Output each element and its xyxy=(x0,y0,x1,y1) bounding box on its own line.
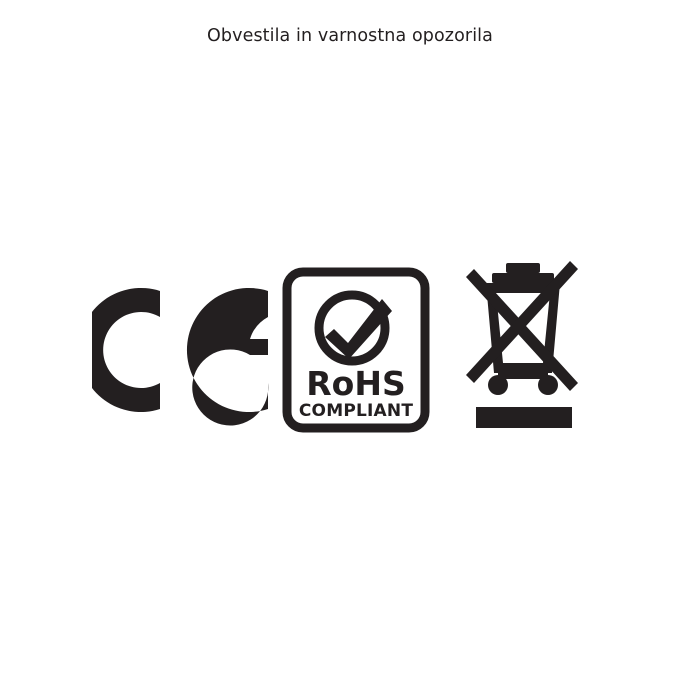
rohs-compliant-icon xyxy=(282,255,430,445)
rohs-mark xyxy=(282,255,430,445)
ce-mark xyxy=(92,255,272,445)
ce-marking-icon xyxy=(92,255,272,445)
rohs-text-line2: COMPLIANT xyxy=(298,401,414,421)
compliance-marks-row xyxy=(0,255,700,445)
weee-crossed-out-wheelie-bin-icon xyxy=(458,255,590,445)
weee-mark xyxy=(458,255,590,445)
rohs-text-line1: RoHS xyxy=(306,364,406,403)
page-title: Obvestila in varnostna opozorila xyxy=(207,26,493,46)
